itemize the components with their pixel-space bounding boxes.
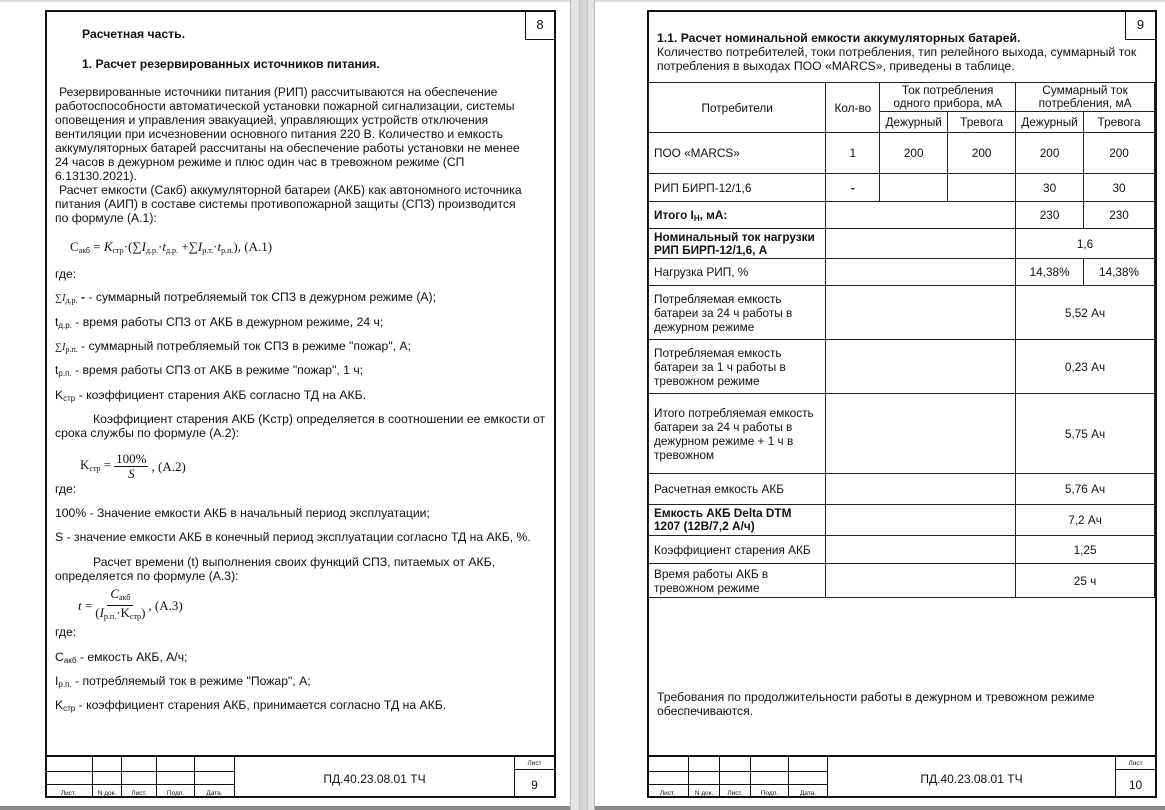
cell-empty (826, 564, 1016, 598)
where-label: где: (55, 482, 77, 496)
cell-empty (826, 286, 1016, 340)
text-line: по формуле (А.1): (55, 211, 157, 225)
cell-sum-duty: 14,38% (1016, 259, 1084, 286)
definition-text: - время работы СПЗ от АКБ в режиме "пожар", 1 ч; (75, 363, 364, 377)
cell-sum-alarm: 200 (1084, 133, 1155, 174)
title-block (647, 755, 1157, 798)
header-consumers: Потребители (649, 83, 826, 133)
cell-qty: - (826, 174, 880, 202)
formula-a1: $C_{акб} = K_{стр}\cdot(\sum I_{д.р.}\cdot t_{д.р.} +\sum I_{р.т.}\cdot t_{р.п.})$, (A.1) (70, 239, 273, 255)
title-block-label: N док. (689, 784, 720, 798)
definition-text: - Значение емкости АКБ в начальный период эксплуатации; (89, 506, 430, 520)
cell-empty (826, 259, 1016, 286)
cell-empty (826, 536, 1016, 564)
definition: $\sum I_{д.р.}$ - - суммарный потребляемый ток СПЗ в дежурном режиме (А); (55, 290, 436, 305)
cell-name: ПОО «MARCS» (649, 133, 826, 174)
text-line: Коэффициент старения АКБ (Kстр) определяется в соотношении ее емкости от (93, 412, 546, 426)
section-title: 1. Расчет резервированных источников питания. (82, 57, 380, 71)
table-row (649, 286, 1155, 340)
sheet-label: Лист (1128, 760, 1143, 767)
text-line: Расчет емкости (Сакб) аккумуляторной батареи (АКБ) как автономного источника (59, 183, 522, 197)
paragraph-aging (55, 412, 545, 440)
title-block-label: Лист. (720, 784, 751, 798)
text-line: определяется по формуле (А.3): (55, 569, 239, 583)
document-code: ПД.40.23.08.01 ТЧ (828, 757, 1116, 798)
table-row (649, 202, 1155, 229)
cell-sum-duty: 230 (1016, 202, 1084, 229)
sheet-label: Лист (527, 760, 542, 767)
battery-calc-table (648, 82, 1155, 598)
definition (55, 530, 531, 544)
document-code: ПД.40.23.08.01 ТЧ (235, 757, 515, 798)
cell-unit-alarm: 200 (948, 133, 1016, 174)
page-bottom-shadow (595, 806, 1165, 810)
table-row (649, 564, 1155, 598)
cell-name: Итого потребляемая емкость батареи за 24 ч работы в дежурном режиме + 1 ч в тревожном (649, 394, 826, 474)
header-total-current: Суммарный ток потребления, мА (1016, 83, 1155, 112)
cell-qty: 1 (826, 133, 880, 174)
header-duty: Дежурный (1016, 112, 1084, 133)
sheet-number: 9 (515, 769, 554, 798)
cell-name: Нагрузка РИП, % (649, 259, 826, 286)
cell-value: 5,52 Ач (1016, 286, 1155, 340)
cell-value: 1,6 (1016, 229, 1155, 259)
fraction-numerator: 100% (116, 451, 147, 466)
definition-text: - потребляемый ток в режиме "Пожар", А; (75, 674, 311, 688)
title-block-label: Подп. (157, 784, 195, 798)
definition: $I_{р.п.}$ - потребляемый ток в режиме "Пожар", А; (55, 674, 311, 689)
definition-text: - суммарный потребляемый ток СПЗ в дежурном режиме (А); (88, 290, 436, 304)
header-qty: Кол-во (826, 83, 880, 133)
where-label: где: (55, 625, 77, 639)
cell-sum-duty: 30 (1016, 174, 1084, 202)
definition-text: - значение емкости АКБ в конечный период эксплуатации согласно ТД на АКБ, %. (66, 530, 531, 544)
definition-symbol: 100% (55, 506, 87, 520)
header-alarm: Тревога (948, 112, 1016, 133)
text-line: аккумуляторных батарей рассчитаны на обеспечение работы установки не менее (55, 141, 520, 155)
definition-text: - время работы СПЗ от АКБ в дежурном режиме, 24 ч; (75, 315, 384, 329)
definition: $K_{стр}$ - коэффициент старения АКБ, принимается согласно ТД на АКБ. (55, 698, 447, 713)
text-line: 24 часов в дежурном режиме и плюс один час в тревожном режиме (СП (55, 155, 465, 169)
header-duty: Дежурный (880, 112, 948, 133)
table-row (649, 505, 1155, 536)
cell-empty (826, 474, 1016, 505)
page-bottom-shadow (0, 806, 570, 810)
definition: $K_{стр}$ - коэффициент старения АКБ согласно ТД на АКБ. (55, 388, 366, 403)
title-block (45, 755, 556, 798)
cell-unit-alarm (948, 174, 1016, 202)
title-block-label: Лист. (647, 784, 689, 798)
document-page-right (595, 2, 1165, 808)
definition-text: - емкость АКБ, А/ч; (79, 650, 188, 664)
title-block-label: N док. (93, 784, 122, 798)
title-block-label: Дата. (789, 784, 828, 798)
definition-text: - суммарный потребляемый ток СПЗ в режиме "пожар", А; (81, 339, 411, 353)
cell-value: 7,2 Ач (1016, 505, 1155, 536)
heading: Расчетная часть. (82, 27, 185, 41)
definition-symbol: S (55, 530, 64, 544)
text-line: Количество потребителей, токи потребления, тип релейного выхода, суммарный ток (657, 45, 1137, 59)
cell-name: Коэффициент старения АКБ (649, 536, 826, 564)
paragraph-intro (55, 85, 522, 225)
title-block-label: Лист. (45, 784, 93, 798)
text-line: работоспособности автоматической установки пожарной сигнализации, системы (55, 99, 515, 113)
definition: $C_{акб}$ - емкость АКБ, А/ч; (55, 650, 188, 665)
cell-sum-alarm: 14,38% (1084, 259, 1155, 286)
text-line: оповещения и управления эвакуацией, управляющих устройств отключения (55, 113, 489, 127)
cell-empty (826, 229, 1016, 259)
cell-value: 25 ч (1016, 564, 1155, 598)
text-line: питания (АИП) в составе системы противопожарной защиты (СПЗ) производится (55, 197, 516, 211)
table-row (649, 394, 1155, 474)
definition: $t_{р.п.}$ - время работы СПЗ от АКБ в режиме "пожар", 1 ч; (55, 363, 364, 378)
header-unit-current: Ток потребления одного прибора, мА (880, 83, 1016, 112)
cell-name: Потребляемая емкость батареи за 24 ч работы в дежурном режиме (649, 286, 826, 340)
fraction-denominator: $(I_{р.п.}\cdot K_{стр})$ (95, 605, 146, 621)
table-row (649, 259, 1155, 286)
text-line: Расчет времени (t) выполнения своих функций СПЗ, питаемых от АКБ, (93, 555, 495, 569)
table-header-row (649, 83, 1155, 112)
definition-text: - коэффициент старения АКБ согласно ТД на АКБ. (78, 388, 366, 402)
table-row (649, 133, 1155, 174)
cell-name: Время работы АКБ в тревожном режиме (649, 564, 826, 598)
text-line: вентиляции при исчезновении основного питания 220 В. Количество и емкость (55, 127, 504, 141)
cell-sum-alarm: 230 (1084, 202, 1155, 229)
cell-empty (826, 505, 1016, 536)
cell-empty (826, 202, 1016, 229)
cell-value: 5,76 Ач (1016, 474, 1155, 505)
table-intro (657, 45, 1136, 73)
definition (55, 506, 430, 520)
cell-unit-duty (880, 174, 948, 202)
formula-label: , (А.3) (148, 597, 183, 613)
corner-page-number: 9 (1125, 12, 1155, 40)
table-row (649, 174, 1155, 202)
cell-name: Расчетная емкость АКБ (649, 474, 826, 505)
fraction-denominator: S (128, 466, 135, 481)
formula-a3: t = $C_{акб}$ $(I_{р.п.}\cdot K_{стр})$ , (А.3) (78, 587, 183, 624)
cell-empty (826, 340, 1016, 394)
document-page-left (0, 2, 570, 808)
cell-name: Потребляемая емкость батареи за 1 ч работы в тревожном режиме (649, 340, 826, 394)
definition: $\sum I_{р.п.}$ - суммарный потребляемый ток СПЗ в режиме "пожар", А; (55, 339, 411, 354)
cell-sum-duty: 200 (1016, 133, 1084, 174)
paragraph-time (55, 555, 495, 583)
section-title: 1.1. Расчет номинальной емкости аккумуляторных батарей. (657, 31, 1021, 45)
definition: $t_{д.р.}$ - время работы СПЗ от АКБ в дежурном режиме, 24 ч; (55, 315, 384, 330)
cell-name: Итого $I_Н$, мА: (649, 202, 826, 229)
text-line: Резервированные источники питания (РИП) рассчитываются на обеспечение (59, 85, 498, 99)
cell-value: 1,25 (1016, 536, 1155, 564)
cell-sum-alarm: 30 (1084, 174, 1155, 202)
formula-label: , (А.2) (151, 458, 186, 474)
text-line: 6.13130.2021). (55, 169, 137, 183)
table-row (649, 474, 1155, 505)
corner-page-number: 8 (525, 12, 554, 40)
text-line: срока службы по формуле (А.2): (55, 426, 240, 440)
cell-name: Емкость АКБ Delta DTM 1207 (12В/7,2 А/ч) (649, 505, 826, 536)
header-alarm: Тревога (1084, 112, 1155, 133)
title-block-label: Дата. (195, 784, 235, 798)
text-line: потребления в выходах ПОО «MARCS», приведены в таблице. (657, 59, 1015, 73)
cell-name: РИП БИРП-12/1,6 (649, 174, 826, 202)
text-line: Требования по продолжительности работы в дежурном и тревожном режиме (657, 690, 1095, 704)
title-block-label: Лист. (122, 784, 157, 798)
cell-empty (826, 394, 1016, 474)
page-gutter (570, 0, 595, 810)
definition-text: - коэффициент старения АКБ, принимается согласно ТД на АКБ. (78, 698, 447, 712)
cell-value: 5,75 Ач (1016, 394, 1155, 474)
formula-a2: $K_{стр}$ = $\frac{100\%}{S}$ , (А.2) (80, 451, 186, 481)
cell-value: 0,23 Ач (1016, 340, 1155, 394)
table-row (649, 536, 1155, 564)
table-row (649, 229, 1155, 259)
fraction-numerator: $C_{акб}$ (107, 587, 133, 606)
cell-name: Номинальный ток нагрузки РИП БИРП-12/1,6, А (649, 229, 826, 259)
conclusion (657, 690, 1095, 718)
table-row (649, 340, 1155, 394)
text-line: обеспечиваются. (657, 704, 754, 718)
sheet-number: 10 (1116, 769, 1155, 798)
title-block-label: Подп. (751, 784, 789, 798)
cell-unit-duty: 200 (880, 133, 948, 174)
where-label: где: (55, 267, 77, 281)
